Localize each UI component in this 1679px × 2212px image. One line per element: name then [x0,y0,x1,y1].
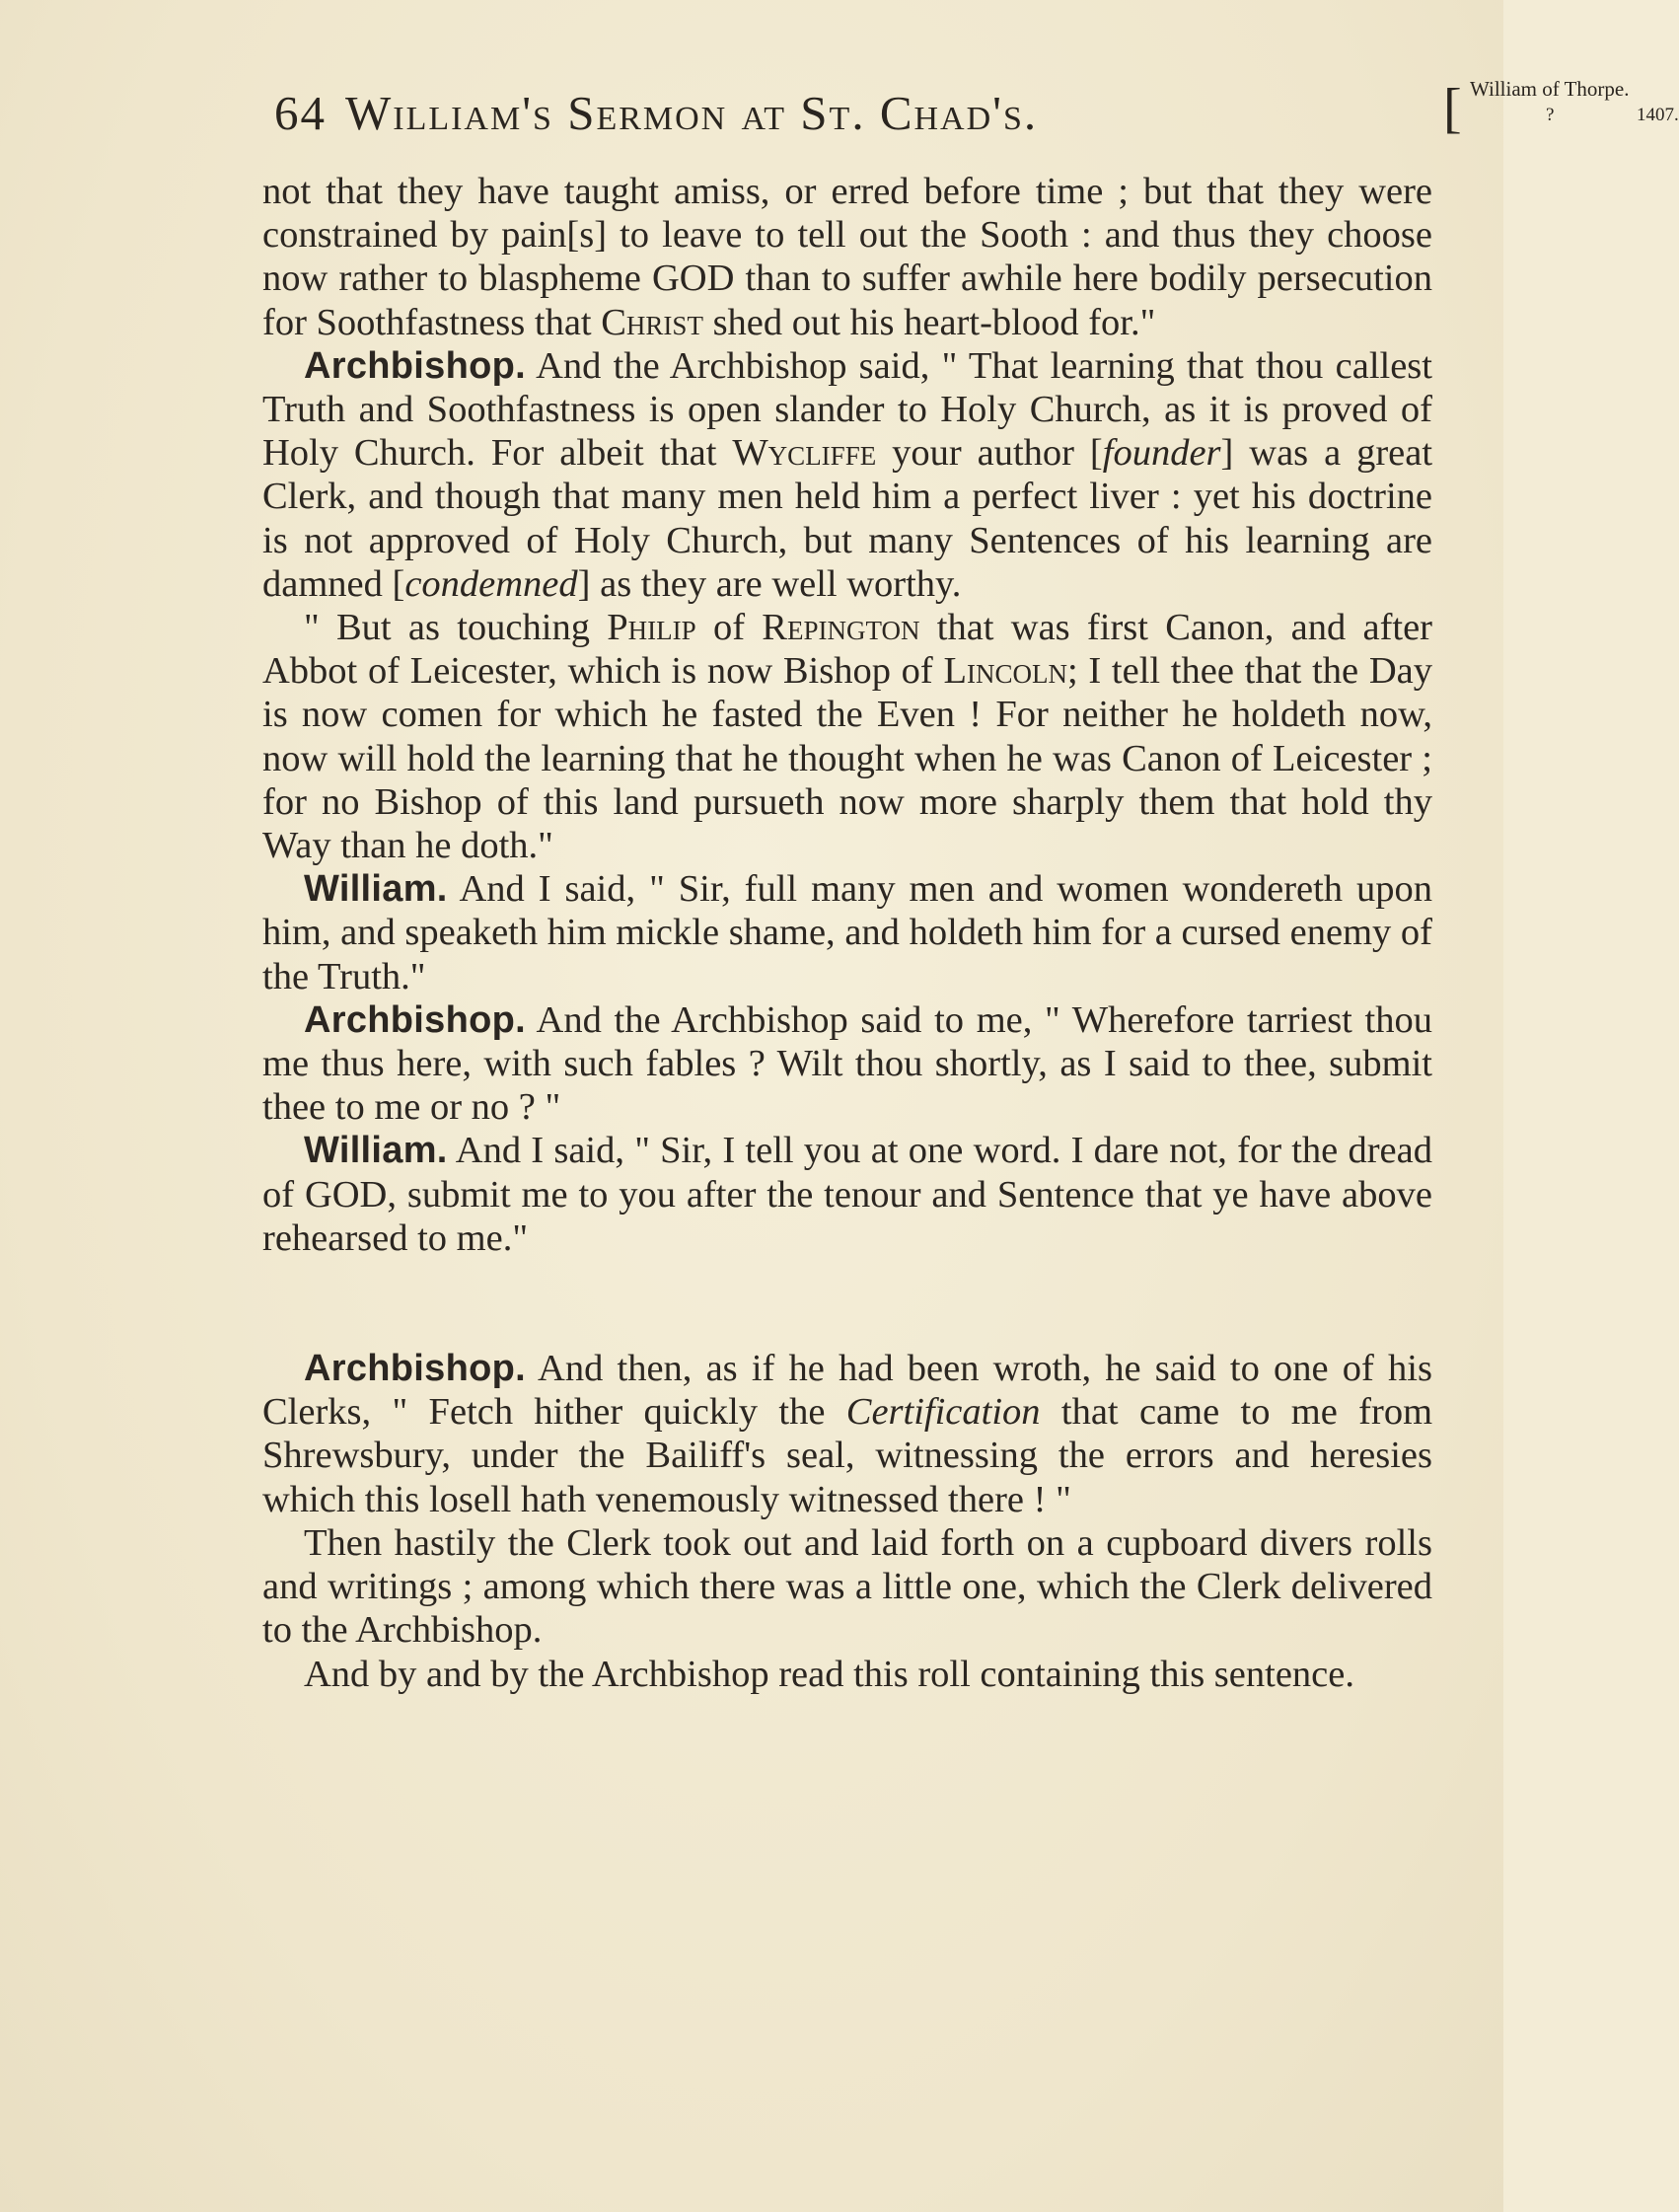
paragraph-4 [262,867,1432,998]
speaker-label: Archbishop. [304,1348,526,1390]
text: that came to me from Shrewsbury, under the Bailiff's seal, witnessing the errors and heresies which this losell hath venemously witnessed there ! " [262,1391,1433,1520]
text: And the Archbishop said to me, " Wherefore tarriest thou me thus here, with such fables ? Wilt thou shortly, as I said to thee, submit thee to me or no ? " [262,998,1432,1129]
name-lincoln: Lincoln [943,650,1067,693]
paragraph-2 [262,344,1432,606]
text: shed out his heart-blood for." [712,301,1156,343]
paragraph-5 [262,998,1432,1130]
text: not that they have taught amiss, or erred before time ; but that they were constrained by pain[s] to leave to tell out the Sooth : and thus they choose now rather to blaspheme GOD than to suffer awhile here bodily persecution for Soothfastness that [262,171,1432,343]
term-certification: Certification [845,1391,1041,1434]
speaker-label: Archbishop. [304,998,526,1041]
text: that was first Canon, and after Abbot of Leicester, which is now Bishop of [262,607,1433,693]
text: of [712,607,746,649]
paragraph-6 [262,1129,1432,1260]
paragraph-7 [262,1347,1432,1521]
name-wycliffe: Wycliffe [732,432,877,475]
page-number: 64 [274,86,327,140]
speaker-label: Archbishop. [304,344,526,387]
running-header [274,77,1679,146]
side-note-name: William of Thorpe. [1470,77,1630,101]
speaker-label: William. [304,868,448,911]
running-title: William's Sermon at St. Chad's. [345,86,1039,140]
text: And I said, " Sir, I tell you at one word. I dare not, for the dread of GOD, submit me to you after the tenour and Sentence that ye have above rehearsed to me." [262,1130,1432,1259]
gloss-condemned: condemned [404,562,578,605]
text: ] was a great Clerk, and though that many men held him a perfect liver : yet his doctrine is not approved of Holy Church, but many Sentences of his learning are damned [ [262,432,1433,605]
name-christ: Christ [601,301,703,343]
text: ] as they are well worthy. [577,562,962,605]
section-gap [262,1260,1432,1347]
paragraph-1 [262,170,1432,344]
side-note-bracket: [ [1443,78,1464,139]
side-note-year: 1407. [1637,105,1679,125]
text: ; I tell thee that the Day is now comen for which he fasted the Even ! For neither he holdeth now, now will hold the learning that he thought when he was Canon of Leicester ; for no Bishop of this land pursueth now more sharply them that hold thy Way than he doth." [262,650,1432,867]
text: And I said, " Sir, full many men and women wondereth upon him, and speaketh him mickle shame, and holdeth him for a cursed enemy of the Truth." [262,868,1432,997]
speaker-label: William. [304,1130,448,1172]
paragraph-3 [262,606,1432,867]
name-philip: Philip [607,607,696,649]
gloss-founder: founder [1102,432,1221,475]
text: And the Archbishop said, " That learning that thou callest Truth and Soothfastness is open slander to Holy Church, as it is proved of Holy Church. For albeit that [262,344,1432,475]
paragraph-8: Then hastily the Clerk took out and laid forth on a cupboard divers rolls and writings ; among which there was a little one, which the Clerk delivered to the Archbishop. [262,1521,1432,1652]
side-note-query: ? [1546,105,1555,125]
text: your author [ [892,432,1103,475]
paragraph-9: And by and by the Archbishop read this roll containing this sentence. [304,1653,1354,1695]
name-repington: Repington [762,607,920,649]
page-body [262,170,1432,1696]
text: " But as touching [304,607,590,649]
text: And then, as if he had been wroth, he said to one of his Clerks, " Fetch hither quickly the [262,1348,1432,1434]
